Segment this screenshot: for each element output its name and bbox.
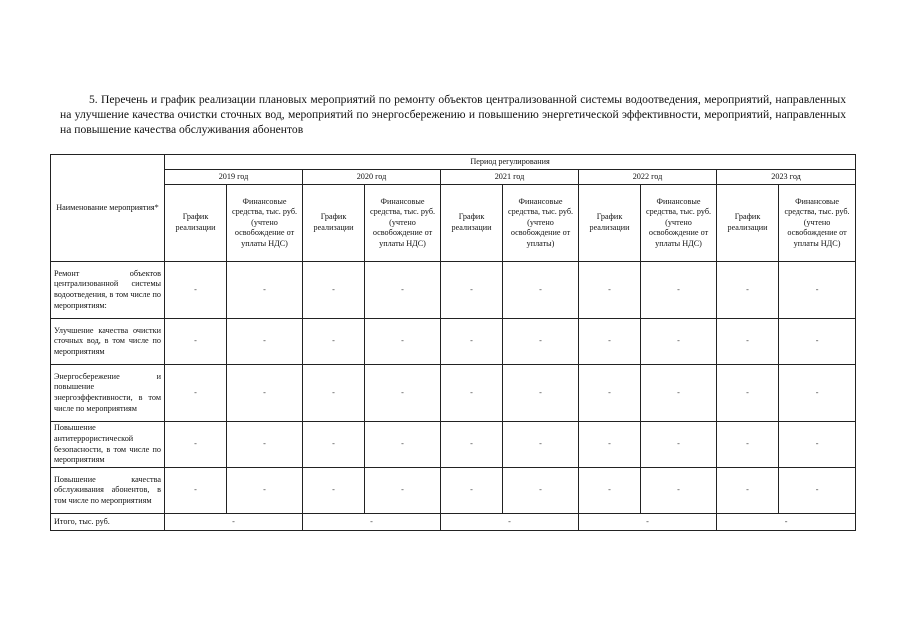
finance-header: Финансовые средства, тыс. руб. (учтено освобождение от уплаты НДС) (641, 185, 717, 262)
value-cell: - (365, 422, 441, 468)
value-cell: - (717, 422, 779, 468)
value-cell: - (579, 319, 641, 365)
total-value: - (579, 514, 717, 531)
value-cell: - (641, 422, 717, 468)
finance-header: Финансовые средства, тыс. руб. (учтено освобождение от уплаты НДС) (227, 185, 303, 262)
value-cell: - (303, 262, 365, 319)
schedule-header: График реализации (303, 185, 365, 262)
value-cell: - (227, 422, 303, 468)
value-cell: - (717, 365, 779, 422)
value-cell: - (641, 319, 717, 365)
value-cell: - (579, 262, 641, 319)
total-value: - (717, 514, 856, 531)
value-cell: - (441, 365, 503, 422)
value-cell: - (717, 468, 779, 514)
value-cell: - (441, 422, 503, 468)
table-row (51, 422, 856, 468)
value-cell: - (227, 319, 303, 365)
total-value: - (303, 514, 441, 531)
value-cell: - (441, 468, 503, 514)
period-header-row (51, 155, 856, 170)
value-cell: - (165, 468, 227, 514)
value-cell: - (227, 262, 303, 319)
table-row (51, 365, 856, 422)
value-cell: - (503, 468, 579, 514)
table-row (51, 319, 856, 365)
period-header: Период регулирования (165, 155, 856, 170)
value-cell: - (779, 422, 856, 468)
value-cell: - (503, 262, 579, 319)
subheader-row (51, 185, 856, 262)
value-cell: - (779, 319, 856, 365)
value-cell: - (779, 365, 856, 422)
activity-name: Повышение качества обслуживания абонентов, в том числе по мероприятиям (51, 468, 165, 514)
value-cell: - (303, 468, 365, 514)
value-cell: - (303, 319, 365, 365)
value-cell: - (165, 262, 227, 319)
value-cell: - (365, 468, 441, 514)
value-cell: - (779, 262, 856, 319)
activity-name: Энергосбережение и повышение энергоэффективности, в том числе по мероприятиям (51, 365, 165, 422)
finance-header: Финансовые средства, тыс. руб. (учтено освобождение от уплаты НДС) (365, 185, 441, 262)
value-cell: - (227, 365, 303, 422)
value-cell: - (717, 262, 779, 319)
value-cell: - (365, 262, 441, 319)
value-cell: - (503, 422, 579, 468)
value-cell: - (165, 422, 227, 468)
finance-header: Финансовые средства, тыс. руб. (учтено освобождение от уплаты НДС) (779, 185, 856, 262)
value-cell: - (441, 262, 503, 319)
finance-header: Финансовые средства, тыс. руб. (учтено освобождение от уплаты) (503, 185, 579, 262)
value-cell: - (441, 319, 503, 365)
years-header-row (51, 170, 856, 185)
activity-name: Ремонт объектов централизованной системы водоотведения, в том числе по мероприятиям: (51, 262, 165, 319)
value-cell: - (717, 319, 779, 365)
activities-table (50, 154, 856, 531)
value-cell: - (227, 468, 303, 514)
table-row (51, 468, 856, 514)
schedule-header: График реализации (717, 185, 779, 262)
year-header: 2020 год (303, 170, 441, 185)
year-header: 2021 год (441, 170, 579, 185)
value-cell: - (579, 365, 641, 422)
year-header: 2022 год (579, 170, 717, 185)
value-cell: - (303, 422, 365, 468)
name-column-header: Наименование мероприятия* (51, 155, 165, 262)
schedule-header: График реализации (579, 185, 641, 262)
value-cell: - (641, 262, 717, 319)
value-cell: - (579, 422, 641, 468)
value-cell: - (165, 319, 227, 365)
activity-name: Улучшение качества очистки сточных вод, в том числе по мероприятиям (51, 319, 165, 365)
value-cell: - (303, 365, 365, 422)
value-cell: - (365, 365, 441, 422)
total-value: - (165, 514, 303, 531)
value-cell: - (503, 319, 579, 365)
total-label: Итого, тыс. руб. (51, 514, 165, 531)
total-value: - (441, 514, 579, 531)
schedule-header: График реализации (165, 185, 227, 262)
value-cell: - (641, 468, 717, 514)
value-cell: - (641, 365, 717, 422)
value-cell: - (365, 319, 441, 365)
activity-name: Повышение антитеррористической безопасности, в том числе по мероприятиям (51, 422, 165, 468)
value-cell: - (165, 365, 227, 422)
value-cell: - (503, 365, 579, 422)
year-header: 2023 год (717, 170, 856, 185)
year-header: 2019 год (165, 170, 303, 185)
section-heading: 5. Перечень и график реализации плановых мероприятий по ремонту объектов централизованной системы водоотведения, мероприятий, направленных на улучшение качества очистки сточных вод, мероприятий по энергосбережению и повышению энергетической эффективности, мероприятий, направленных на повышение качества обслуживания абонентов (60, 93, 846, 136)
total-row (51, 514, 856, 531)
value-cell: - (579, 468, 641, 514)
schedule-header: График реализации (441, 185, 503, 262)
value-cell: - (779, 468, 856, 514)
table-row (51, 262, 856, 319)
